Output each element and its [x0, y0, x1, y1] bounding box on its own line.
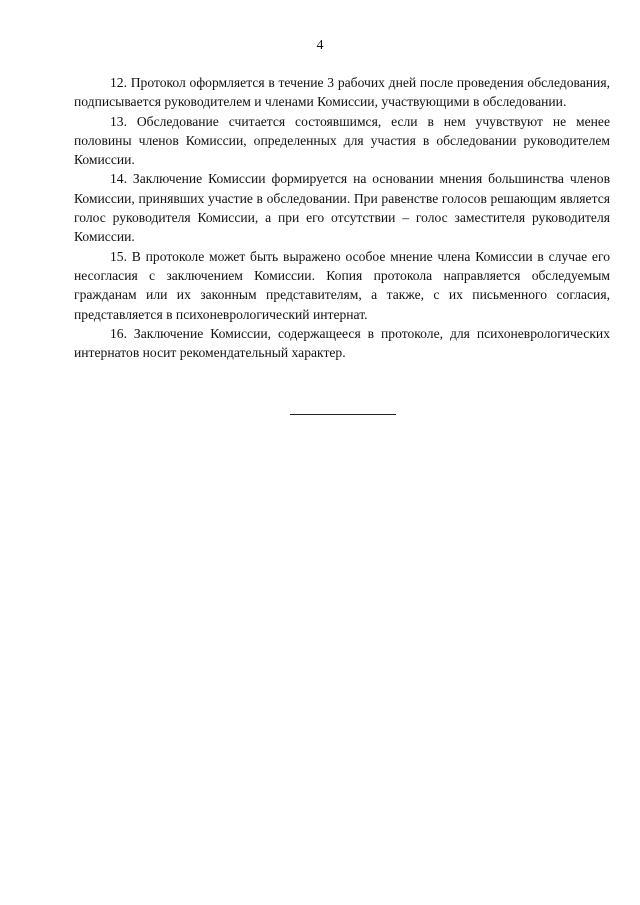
document-body [74, 73, 610, 362]
paragraph-15: 15. В протоколе может быть выражено особое мнение члена Комиссии в случае его несогласия с заключением Комиссии. Копия протокола направляется обследуемым гражданам или их законным представителям, а также, с их письменного согласия, представляется в психоневрологический интернат. [74, 248, 610, 322]
page-number: 4 [316, 38, 324, 53]
paragraph-12: 12. Протокол оформляется в течение 3 рабочих дней после проведения обследования, подписывается руководителем и членами Комиссии, участвующими в обследовании. [74, 75, 610, 110]
end-divider-line [290, 414, 396, 415]
paragraph-14: 14. Заключение Комиссии формируется на основании мнения большинства членов Комиссии, принявших участие в обследовании. При равенстве голосов решающим является голос руководителя Комиссии, а при его отсутствии – голос заместителя руководителя Комиссии. [74, 171, 610, 245]
paragraph-13: 13. Обследование считается состоявшимся, если в нем учувствуют не менее половины членов Комиссии, определенных для участия в обследовании руководителем Комиссии. [74, 113, 610, 168]
paragraph-16: 16. Заключение Комиссии, содержащееся в протоколе, для психоневрологических интернатов носит рекомендательный характер. [74, 325, 610, 361]
